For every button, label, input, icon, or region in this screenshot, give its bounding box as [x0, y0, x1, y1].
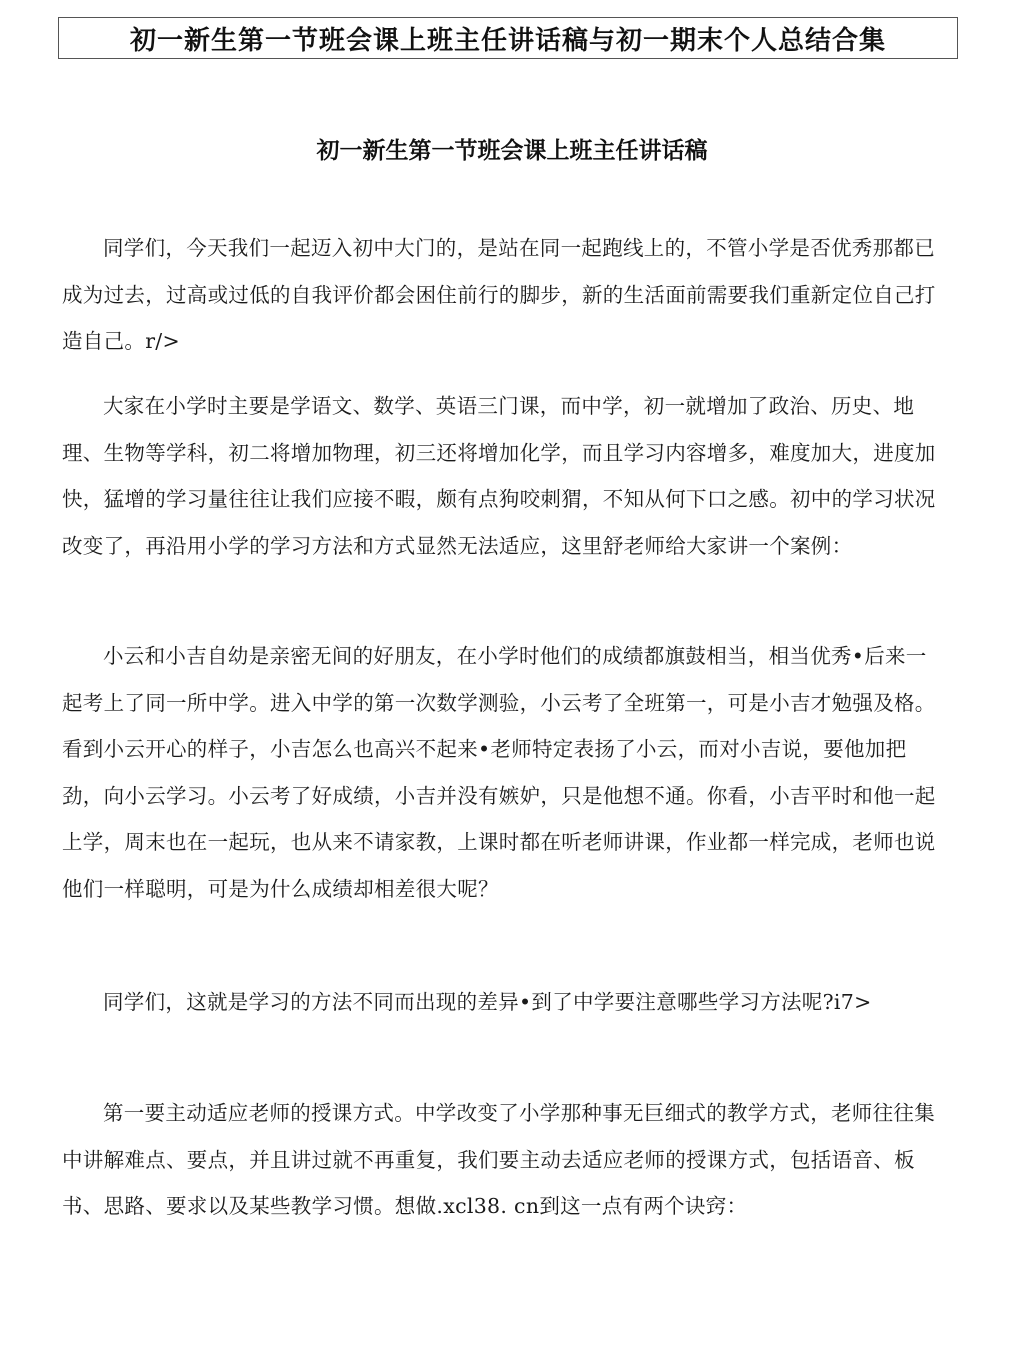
section-title: 初一新生第一节班会课上班主任讲话稿	[316, 138, 708, 164]
paragraph-3: 小云和小吉自幼是亲密无间的好朋友，在小学时他们的成绩都旗鼓相当，相当优秀•后来一起考上了同一所中学。进入中学的第一次数学测验，小云考了全班第一，可是小吉才勉强及格。看到小云开心的样子，小吉怎么也高兴不起来•老师特定表扬了小云，而对小吉说，要他加把劲，向小云学习。小云考了好成绩，小吉并没有嫉妒，只是他想不通。你看，小吉平时和他一起上学，周末也在一起玩，也从来不请家教，上课时都在听老师讲课，作业都一样完成，老师也说他们一样聪明，可是为什么成绩却相差很大呢？	[62, 644, 936, 901]
paragraph-4: 同学们，这就是学习的方法不同而出现的差异•到了中学要注意哪些学习方法呢?i7>	[103, 990, 872, 1014]
paragraph-2: 大家在小学时主要是学语文、数学、英语三门课，而中学，初一就增加了政治、历史、地理、生物等学科，初二将增加物理，初三还将增加化学，而且学习内容增多，难度加大，进度加快，猛增的学习量往往让我们应接不暇，颇有点狗咬刺猬，不知从何下口之感。初中的学习状况改变了，再沿用小学的学习方法和方式显然无法适应，这里舒老师给大家讲一个案例：	[62, 394, 936, 558]
document-header-box	[58, 17, 958, 59]
paragraph-1: 同学们，今天我们一起迈入初中大门的，是站在同一起跑线上的，不管小学是否优秀那都已成为过去，过高或过低的自我评价都会困住前行的脚步，新的生活面前需要我们重新定位自己打造自己。r/>	[62, 236, 936, 353]
document-header-title: 初一新生第一节班会课上班主任讲话稿与初一期末个人总结合集	[129, 25, 886, 56]
paragraph-5: 第一要主动适应老师的授课方式。中学改变了小学那种事无巨细式的教学方式，老师往往集中讲解难点、要点，并且讲过就不再重复，我们要主动去适应老师的授课方式，包括语音、板书、思路、要求以及某些教学习惯。想做.xcl38. cn到这一点有两个诀窍：	[62, 1101, 935, 1218]
